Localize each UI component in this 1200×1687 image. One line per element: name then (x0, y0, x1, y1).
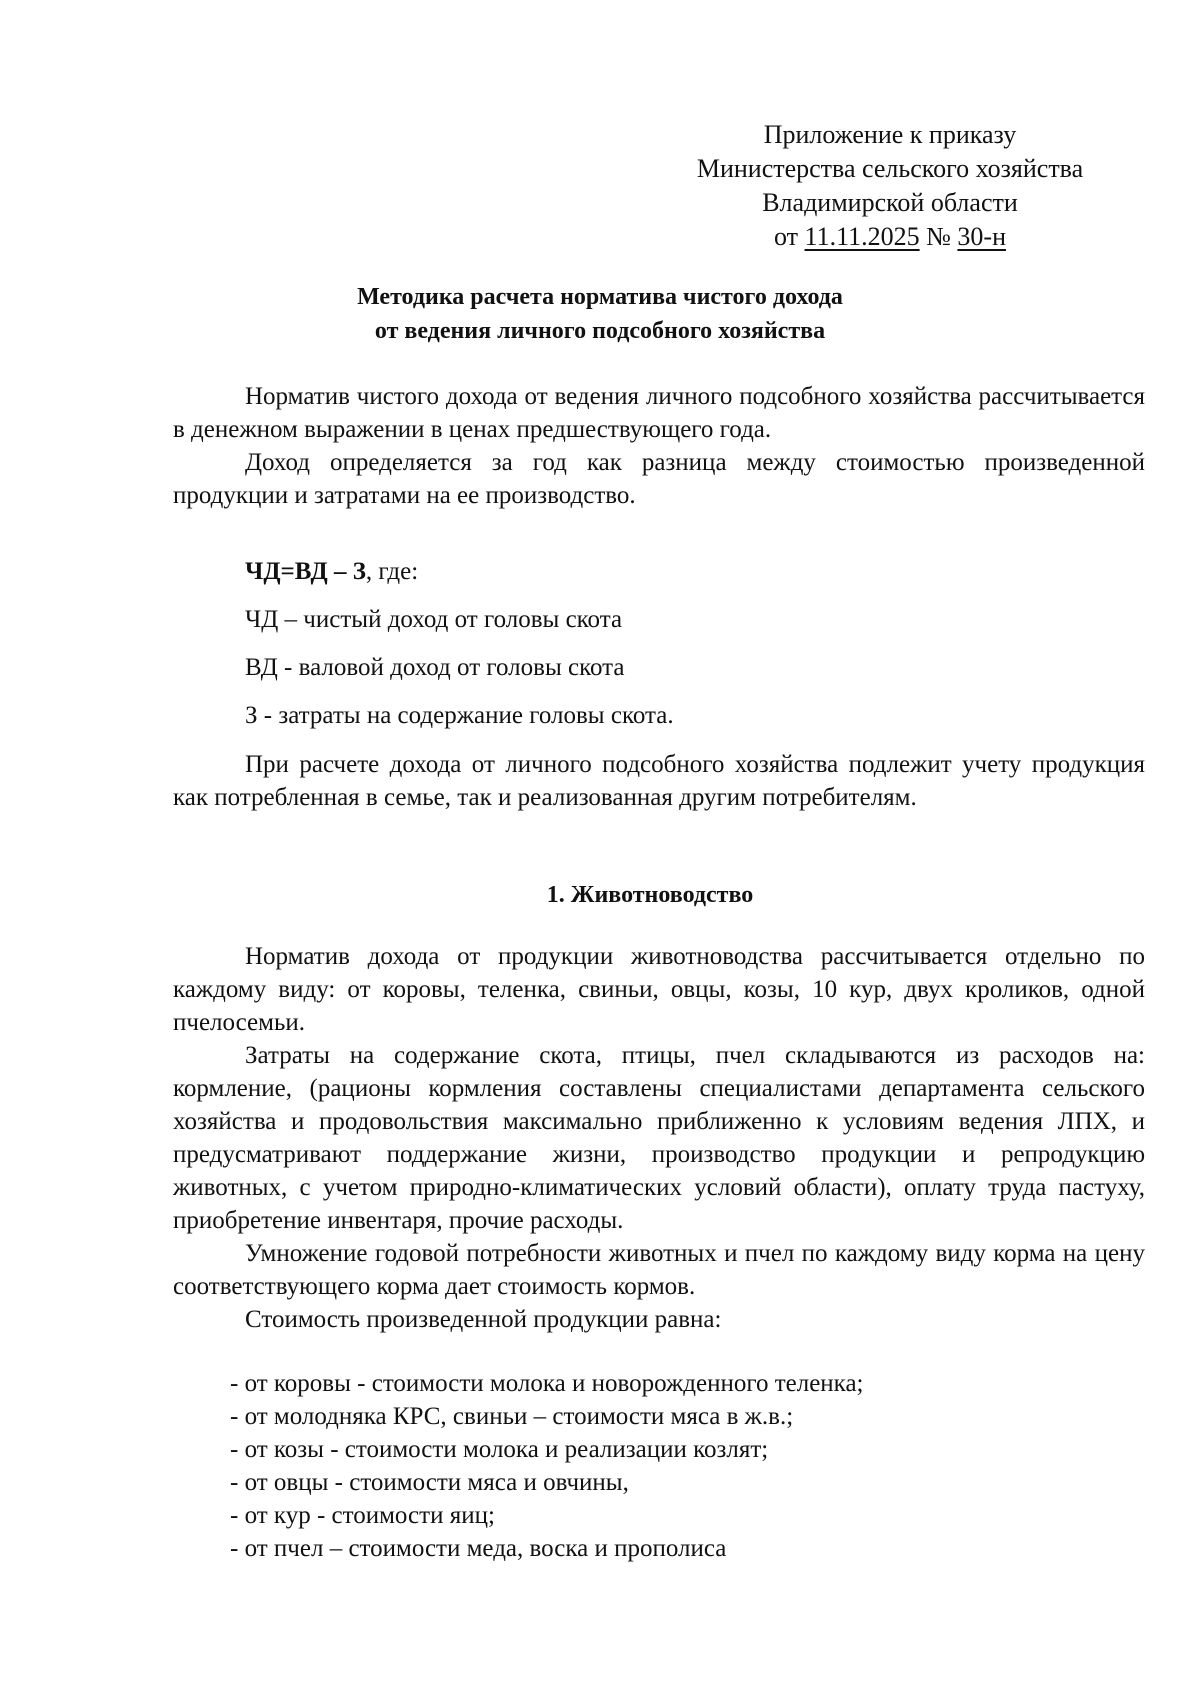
list-item: - от овцы - стоимости мяса и овчины, (230, 1469, 629, 1496)
list-item: - от пчел – стоимости меда, воска и прополиса (230, 1535, 727, 1562)
section-1-paragraph-1: Норматив дохода от продукции животноводства рассчитывается отдельно по каждому виду: от коровы, теленка, свиньи, овцы, козы, 10 кур, двух кроликов, одной пчелосемьи. (173, 943, 1145, 1036)
document-title (240, 280, 960, 348)
formula-suffix: , где: (365, 558, 419, 585)
list-item: - от кур - стоимости яиц; (230, 1502, 495, 1529)
list-item: - от козы - стоимости молока и реализации козлят; (230, 1436, 769, 1463)
formula (245, 555, 418, 588)
order-number: 30-н (957, 222, 1006, 251)
section-1-paragraph-4: Стоимость произведенной продукции равна: (245, 1306, 722, 1333)
formula-definition-2: ВД - валовой доход от головы скота (245, 654, 625, 681)
document-header (680, 118, 1100, 254)
list-item: - от молодняка КРС, свиньи – стоимости мяса в ж.в.; (230, 1403, 794, 1430)
note-paragraph: При расчете дохода от личного подсобного хозяйства подлежит учету продукция как потребленная в семье, так и реализованная другим потребителям. (173, 751, 1145, 811)
header-line-3: Владимирской области (762, 188, 1018, 217)
formula-definition-3: З - затраты на содержание головы скота. (245, 702, 674, 729)
note-block (173, 748, 1145, 814)
title-line-1: Методика расчета норматива чистого дохода (357, 284, 843, 310)
header-line-1: Приложение к приказу (763, 120, 1017, 149)
formula-definition-1: ЧД – чистый доход от головы скота (245, 606, 623, 633)
intro-paragraph-2: Доход определяется за год как разница между стоимостью произведенной продукции и затратами на ее производство. (173, 449, 1145, 509)
intro-block (173, 380, 1145, 512)
intro-paragraph-1: Норматив чистого дохода от ведения личного подсобного хозяйства рассчитывается в денежном выражении в ценах предшествующего года. (173, 383, 1145, 443)
list-item: - от коровы - стоимости молока и новорожденного теленка; (230, 1370, 864, 1397)
section-1-title: 1. Животноводство (546, 882, 754, 908)
title-line-2: от ведения личного подсобного хозяйства (374, 318, 826, 344)
number-prefix: № (926, 222, 951, 251)
section-1-paragraph-2: Затраты на содержание скота, птицы, пчел складываются из расходов на: кормление, (рационы кормления составлены специалистами департамента сельского хозяйства и продовольствия максимально приближенно к условиям ведения ЛПХ, и предусматривают поддержание жизни, производство продукции и репродукцию животных, с учетом природно-климатических условий области), оплату труда пастуху, приобретение инвентаря, прочие расходы. (173, 1042, 1145, 1234)
section-1-paragraph-3: Умножение годовой потребности животных и пчел по каждому виду корма на цену соответствующего корма дает стоимость кормов. (173, 1240, 1145, 1300)
header-date-line (680, 220, 1100, 254)
section-1-body (173, 940, 1145, 1336)
header-line-2: Министерства сельского хозяйства (696, 154, 1084, 183)
formula-expression: ЧД=ВД – З (245, 558, 366, 585)
order-date: 11.11.2025 (804, 222, 920, 251)
date-prefix: от (774, 222, 799, 251)
